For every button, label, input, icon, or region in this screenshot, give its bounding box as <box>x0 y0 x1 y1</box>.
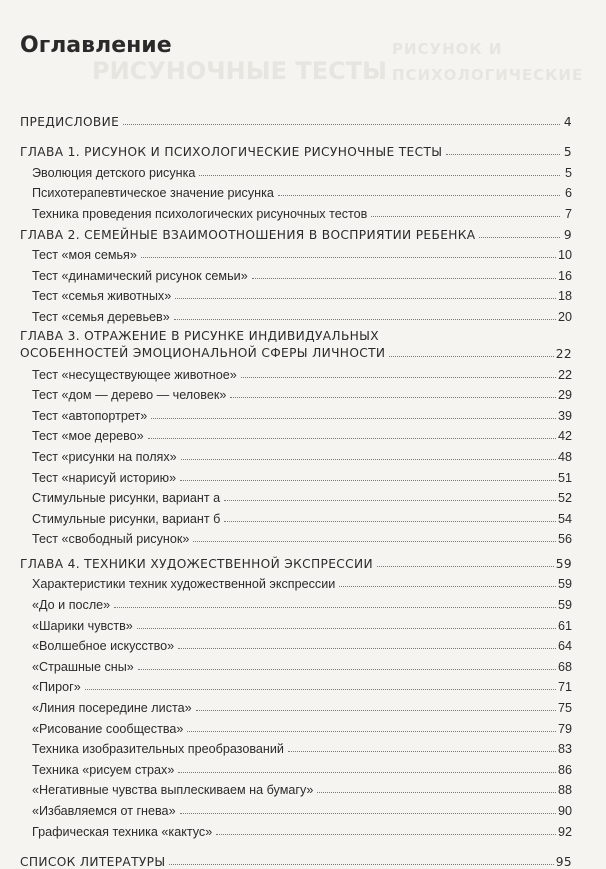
toc-entry[interactable]: «Пирог» 71 <box>32 680 572 695</box>
toc-entry[interactable]: Эволюция детского рисунка 5 <box>32 165 572 180</box>
toc-chapter-1[interactable]: ГЛАВА 1. РИСУНОК И ПСИХОЛОГИЧЕСКИЕ РИСУНОЧНЫЕ ТЕСТЫ 5 <box>20 145 572 160</box>
toc-entry[interactable]: Тест «моя семья» 10 <box>32 248 572 263</box>
toc-entry[interactable]: Графическая техника «кактус» 92 <box>32 824 572 839</box>
leader-dots <box>389 355 553 357</box>
toc-references[interactable]: СПИСОК ЛИТЕРАТУРЫ 95 <box>20 855 572 869</box>
toc-entry[interactable]: Техника проведения психологических рисуночных тестов 7 <box>32 206 572 221</box>
chapter-3-line-1: ГЛАВА 3. ОТРАЖЕНИЕ В РИСУНКЕ ИНДИВИДУАЛЬНЫХ <box>20 328 379 343</box>
toc-chapter-3[interactable]: ГЛАВА 3. ОТРАЖЕНИЕ В РИСУНКЕ ИНДИВИДУАЛЬНЫХ ОСОБЕННОСТЕЙ ЭМОЦИОНАЛЬНОЙ СФЕРЫ ЛИЧНОСТИ 22 <box>20 328 572 361</box>
toc-entry[interactable]: «До и после» 59 <box>32 598 572 613</box>
toc-entry[interactable]: Тест «дом — дерево — человек» 29 <box>32 388 572 403</box>
toc-chapter-2[interactable]: ГЛАВА 2. СЕМЕЙНЫЕ ВЗАИМООТНОШЕНИЯ В ВОСПРИЯТИИ РЕБЕНКА 9 <box>20 227 572 242</box>
toc-entry[interactable]: Тест «динамический рисунок семьи» 16 <box>32 268 572 283</box>
toc-chapter-4[interactable]: ГЛАВА 4. ТЕХНИКИ ХУДОЖЕСТВЕННОЙ ЭКСПРЕССИИ 59 <box>20 556 572 571</box>
toc-entry[interactable]: Тест «рисунки на полях» 48 <box>32 449 572 464</box>
leader-dots <box>446 153 560 155</box>
toc-entry[interactable]: Тест «мое дерево» 42 <box>32 429 572 444</box>
toc-entry[interactable]: Техника «рисуем страх» 86 <box>32 762 572 777</box>
bleed-through-line-2: РИСУНОЧНЫЕ ТЕСТЫ <box>92 57 387 85</box>
toc-entry[interactable]: «Рисование сообщества» 79 <box>32 721 572 736</box>
toc-entry[interactable]: Тест «несуществующее животное» 22 <box>32 367 572 382</box>
leader-dots <box>377 565 554 567</box>
toc-entry[interactable]: Стимульные рисунки, вариант а 52 <box>32 491 572 506</box>
toc-entry[interactable]: «Волшебное искусство» 64 <box>32 639 572 654</box>
toc-entry[interactable]: Тест «семья животных» 18 <box>32 289 572 304</box>
toc-entry[interactable]: Техника изобразительных преобразований 83 <box>32 742 572 757</box>
leader-dots <box>123 123 560 125</box>
toc-entry[interactable]: Стимульные рисунки, вариант б 54 <box>32 511 572 526</box>
table-of-contents <box>20 108 572 869</box>
bleed-through-text <box>92 40 592 85</box>
toc-entry[interactable]: Характеристики техник художественной экспрессии 59 <box>32 577 572 592</box>
toc-entry[interactable]: Психотерапевтическое значение рисунка 6 <box>32 186 572 201</box>
toc-entry[interactable]: «Шарики чувств» 61 <box>32 618 572 633</box>
toc-entry[interactable]: «Избавляемся от гнева» 90 <box>32 804 572 818</box>
leader-dots <box>169 863 553 865</box>
toc-entry[interactable]: Тест «семья деревьев» 20 <box>32 309 572 324</box>
toc-entry[interactable]: Тест «нарисуй историю» 51 <box>32 470 572 485</box>
toc-preface[interactable]: ПРЕДИСЛОВИЕ 4 <box>20 114 572 129</box>
page-title: Оглавление <box>20 33 172 58</box>
toc-entry[interactable]: Тест «свободный рисунок» 56 <box>32 532 572 547</box>
toc-entry[interactable]: «Линия посередине листа» 75 <box>32 701 572 716</box>
toc-entry[interactable]: Тест «автопортрет» 39 <box>32 408 572 423</box>
toc-entry[interactable]: «Негативные чувства выплескиваем на бумагу» 88 <box>32 783 572 798</box>
bleed-through-line-1: РИСУНОК И ПСИХОЛОГИЧЕСКИЕ <box>392 40 584 84</box>
leader-dots <box>479 236 560 238</box>
chapter-3-line-2: ОСОБЕННОСТЕЙ ЭМОЦИОНАЛЬНОЙ СФЕРЫ ЛИЧНОСТИ <box>20 345 386 360</box>
toc-entry[interactable]: «Страшные сны» 68 <box>32 659 572 674</box>
